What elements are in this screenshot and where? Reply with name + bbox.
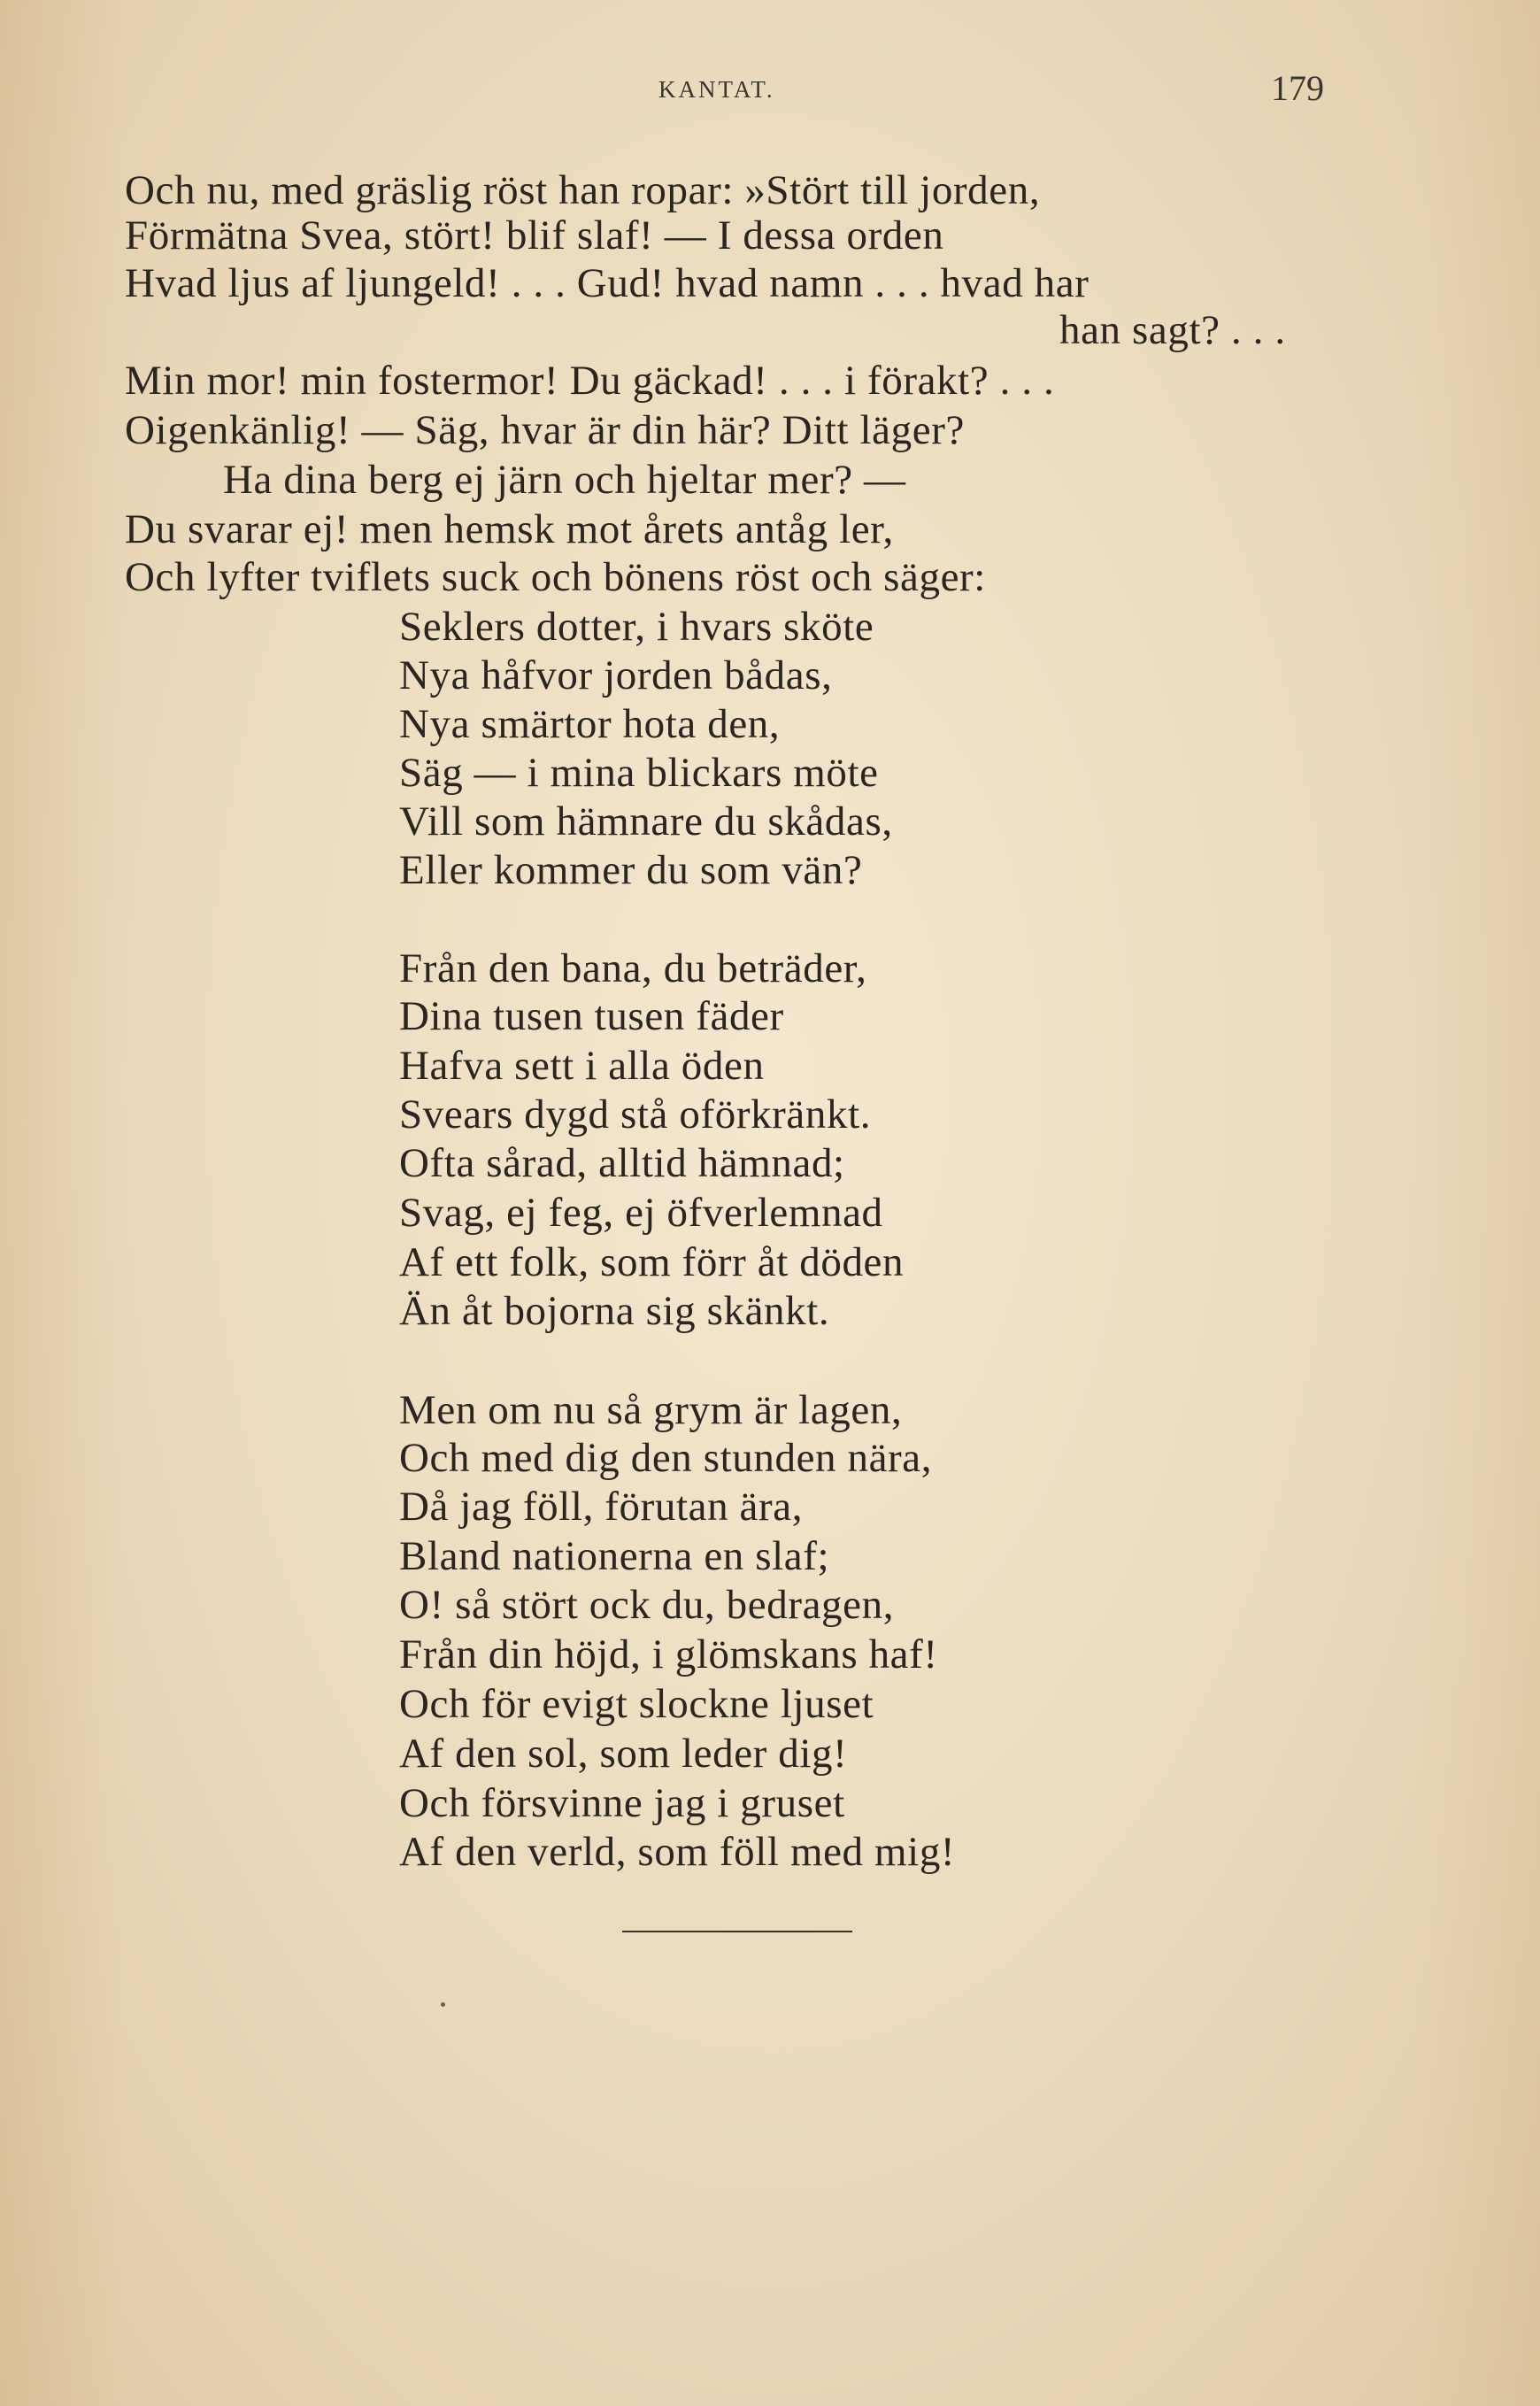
- poem-line: Och lyfter tviflets suck och bönens röst och säger:: [125, 554, 986, 600]
- poem-line: Ofta sårad, alltid hämnad;: [399, 1140, 845, 1186]
- poem-line: Svears dygd stå oförkränkt.: [399, 1091, 872, 1137]
- poem-line: Bland nationerna en slaf;: [399, 1533, 830, 1579]
- poem-line: Hvad ljus af ljungeld! . . . Gud! hvad namn . . . hvad har: [125, 260, 1090, 306]
- poem-line: O! så stört ock du, bedragen,: [399, 1582, 895, 1628]
- poem-line: Vill som hämnare du skådas,: [399, 798, 893, 844]
- poem-line: han sagt? . . .: [1059, 307, 1286, 353]
- poem-line: Svag, ej feg, ej öfverlemnad: [399, 1190, 883, 1236]
- poem-line: Och försvinne jag i gruset: [399, 1780, 845, 1826]
- poem-line: Hafva sett i alla öden: [399, 1043, 765, 1089]
- poem-line: Förmätna Svea, stört! blif slaf! — I dessa orden: [125, 212, 944, 258]
- poem-line: Min mor! min fostermor! Du gäckad! . . . i förakt? . . .: [125, 358, 1055, 404]
- poem-line: Säg — i mina blickars möte: [399, 750, 879, 796]
- poem-line: Seklers dotter, i hvars sköte: [399, 604, 874, 650]
- poem-line: Dina tusen tusen fäder: [399, 993, 784, 1039]
- poem-line: Af den verld, som föll med mig!: [399, 1829, 956, 1875]
- poem-line: Af den sol, som leder dig!: [399, 1731, 848, 1777]
- page-number: 179: [1271, 68, 1324, 108]
- poem-line: Nya håfvor jorden bådas,: [399, 652, 833, 698]
- end-rule: [622, 1931, 852, 1932]
- poem-line: Af ett folk, som förr åt döden: [399, 1239, 905, 1285]
- poem-line: Eller kommer du som vän?: [399, 847, 863, 893]
- poem-line: Ha dina berg ej järn och hjeltar mer? —: [223, 457, 906, 503]
- poem-line: Du svarar ej! men hemsk mot årets antåg ler,: [125, 506, 894, 552]
- poem-line: Och nu, med gräslig röst han ropar: »Stört till jorden,: [125, 167, 1041, 213]
- poem-line: Då jag föll, förutan ära,: [399, 1484, 804, 1530]
- poem-line: Oigenkänlig! — Säg, hvar är din här? Ditt läger?: [125, 407, 965, 453]
- poem-line: Från den bana, du beträder,: [399, 945, 867, 991]
- poem-line: Nya smärtor hota den,: [399, 701, 781, 747]
- poem-line: Från din höjd, i glömskans haf!: [399, 1631, 938, 1677]
- poem-line: Än åt bojorna sig skänkt.: [399, 1288, 830, 1334]
- poem-line: Och för evigt slockne ljuset: [399, 1681, 874, 1727]
- running-head: KANTAT.: [658, 76, 775, 103]
- poem-line: Och med dig den stunden nära,: [399, 1435, 933, 1481]
- poem-line: Men om nu så grym är lagen,: [399, 1387, 903, 1433]
- paper-speck: [441, 2002, 445, 2007]
